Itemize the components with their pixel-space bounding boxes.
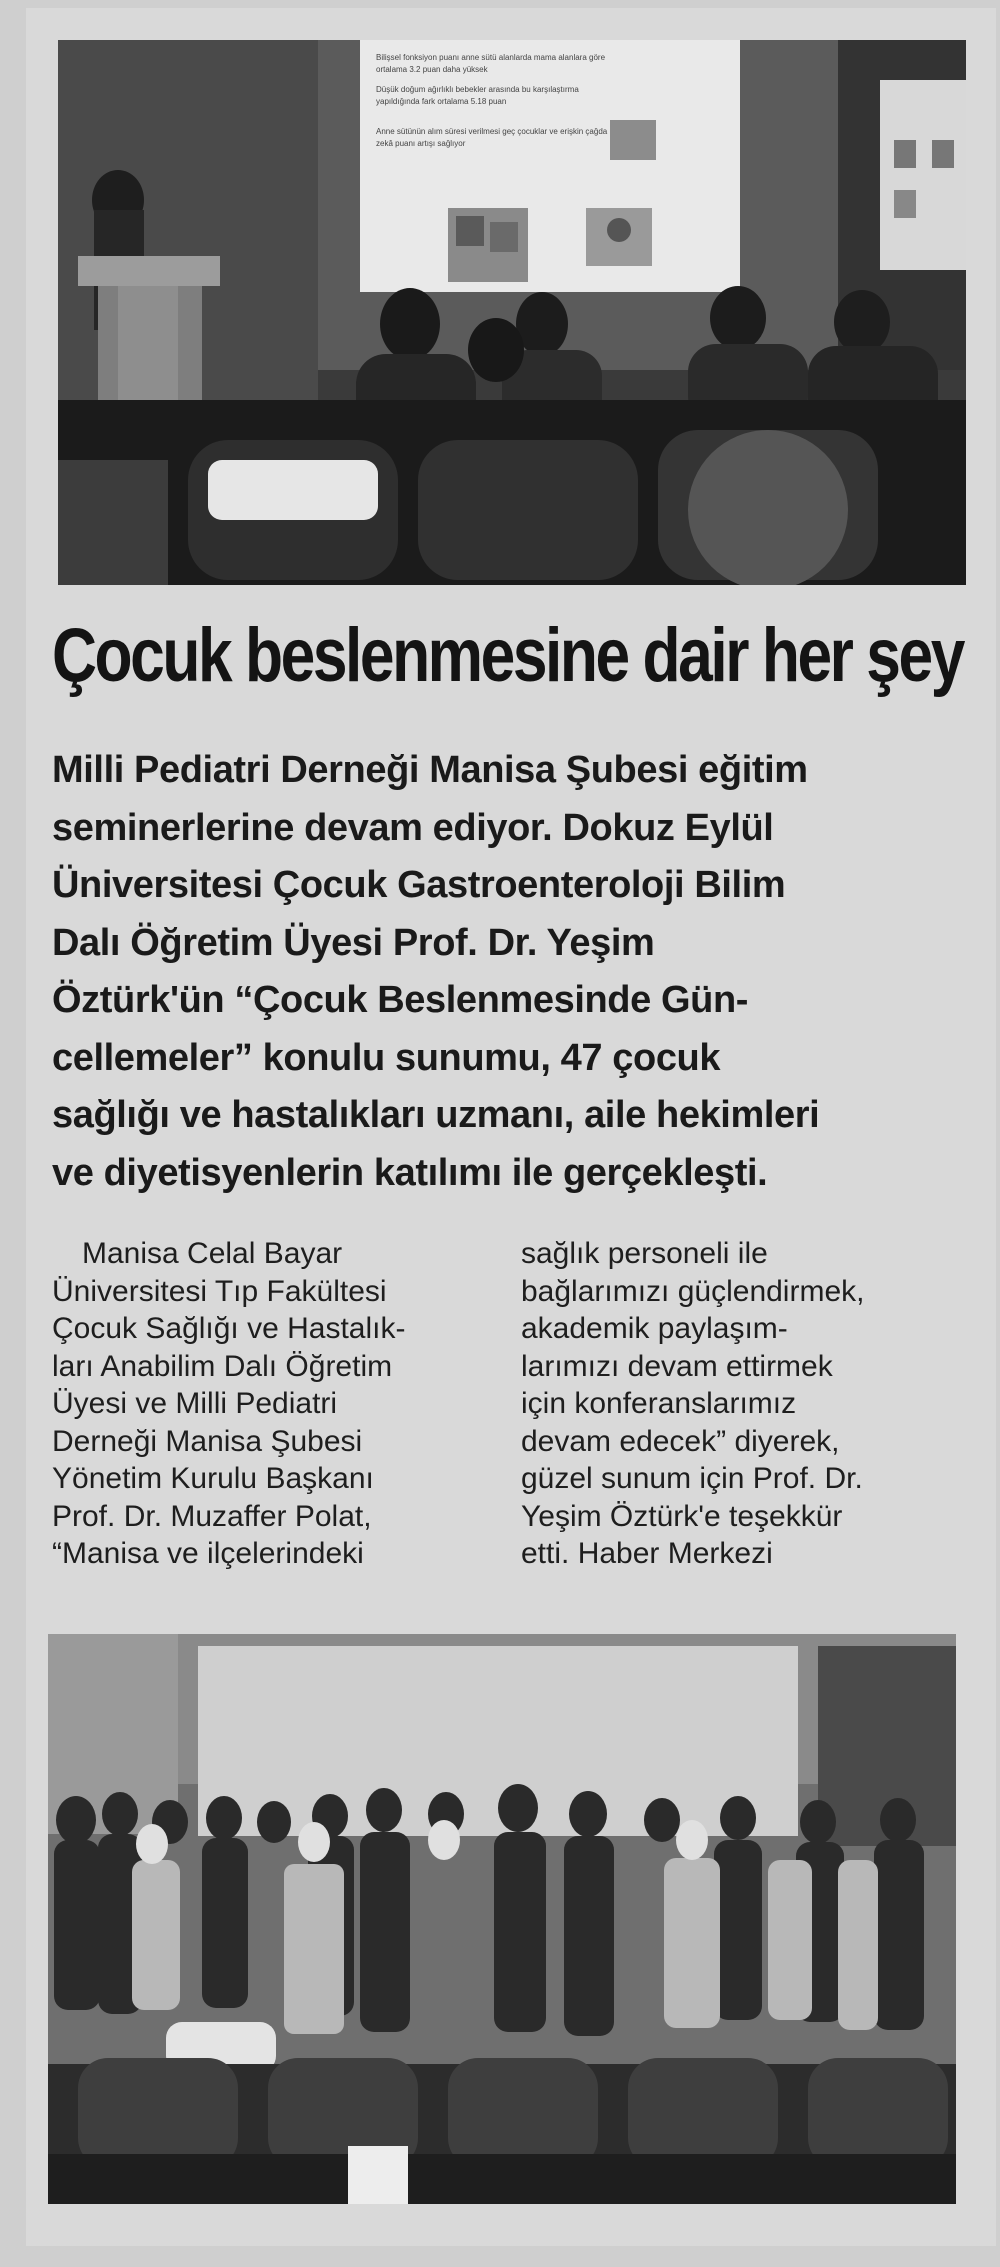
body-column-2 — [521, 1235, 961, 1573]
lead-line: Öztürk'ün “Çocuk Beslenmesinde Gün- — [52, 979, 749, 1021]
group-photo — [48, 1634, 956, 2204]
slide-line: Anne sütünün alım süresi verilmesi geç çocuklar ve erişkin çağda — [376, 127, 608, 136]
body-line: Üyesi ve Milli Pediatri — [52, 1387, 338, 1420]
lead-line: Dalı Öğretim Üyesi Prof. Dr. Yeşim — [52, 921, 655, 964]
body-line: devam edecek” diyerek, — [521, 1424, 840, 1458]
group-photo-graphic — [48, 1634, 956, 2204]
seminar-photo — [58, 40, 966, 585]
body-line: Derneği Manisa Şubesi — [52, 1424, 363, 1458]
body-line: larımızı devam ettirmek — [521, 1349, 833, 1383]
body-line: akademik paylaşım- — [521, 1312, 788, 1345]
slide-line: ortalama 3.2 puan daha yüksek — [376, 65, 488, 74]
slide-text — [376, 52, 726, 150]
slide-line: Bilişsel fonksiyon puanı anne sütü alanlarda mama alanlara göre — [376, 53, 606, 62]
slide-line: zekâ puanı artışı sağlıyor — [376, 139, 466, 148]
slide-line: Düşük doğum ağırlıklı bebekler arasında bu karşılaştırma — [376, 85, 579, 94]
body-line: etti. Haber Merkezi — [521, 1537, 773, 1570]
lead-line: sağlığı ve hastalıkları uzmanı, aile hekimleri — [52, 1094, 820, 1136]
lead-line: Üniversitesi Çocuk Gastroenteroloji Bilim — [52, 864, 786, 906]
body-line: için konferanslarımız — [521, 1387, 797, 1420]
body-column-1 — [52, 1235, 492, 1573]
body-line: Yeşim Öztürk'e teşekkür — [521, 1499, 843, 1533]
lead-line: Milli Pediatri Derneği Manisa Şubesi eğitim — [52, 749, 808, 791]
body-line: güzel sunum için Prof. Dr. — [521, 1462, 863, 1495]
body-line: ları Anabilim Dalı Öğretim — [52, 1349, 393, 1383]
body-line: Üniversitesi Tıp Fakültesi — [52, 1274, 387, 1308]
body-line: Prof. Dr. Muzaffer Polat, — [52, 1499, 372, 1533]
body-line: “Manisa ve ilçelerindeki — [52, 1537, 364, 1570]
body-line: Çocuk Sağlığı ve Hastalık- — [52, 1312, 406, 1345]
body-line: bağlarımızı güçlendirmek, — [521, 1274, 865, 1308]
headline: Çocuk beslenmesine dair her şey — [52, 613, 963, 698]
lead-line: ve diyetisyenlerin katılımı ile gerçekleşti. — [52, 1151, 768, 1194]
lead-line: seminerlerine devam ediyor. Dokuz Eylül — [52, 806, 774, 849]
body-line: sağlık personeli ile — [521, 1237, 768, 1270]
screen-backdrop — [198, 1646, 798, 1836]
lead-line: cellemeler” konulu sunumu, 47 çocuk — [52, 1036, 721, 1079]
body-line: Manisa Celal Bayar — [82, 1237, 343, 1270]
body-line: Yönetim Kurulu Başkanı — [52, 1462, 374, 1495]
lead-paragraph — [52, 742, 962, 1202]
slide-line: yapıldığında fark ortalama 5.18 puan — [376, 97, 507, 106]
